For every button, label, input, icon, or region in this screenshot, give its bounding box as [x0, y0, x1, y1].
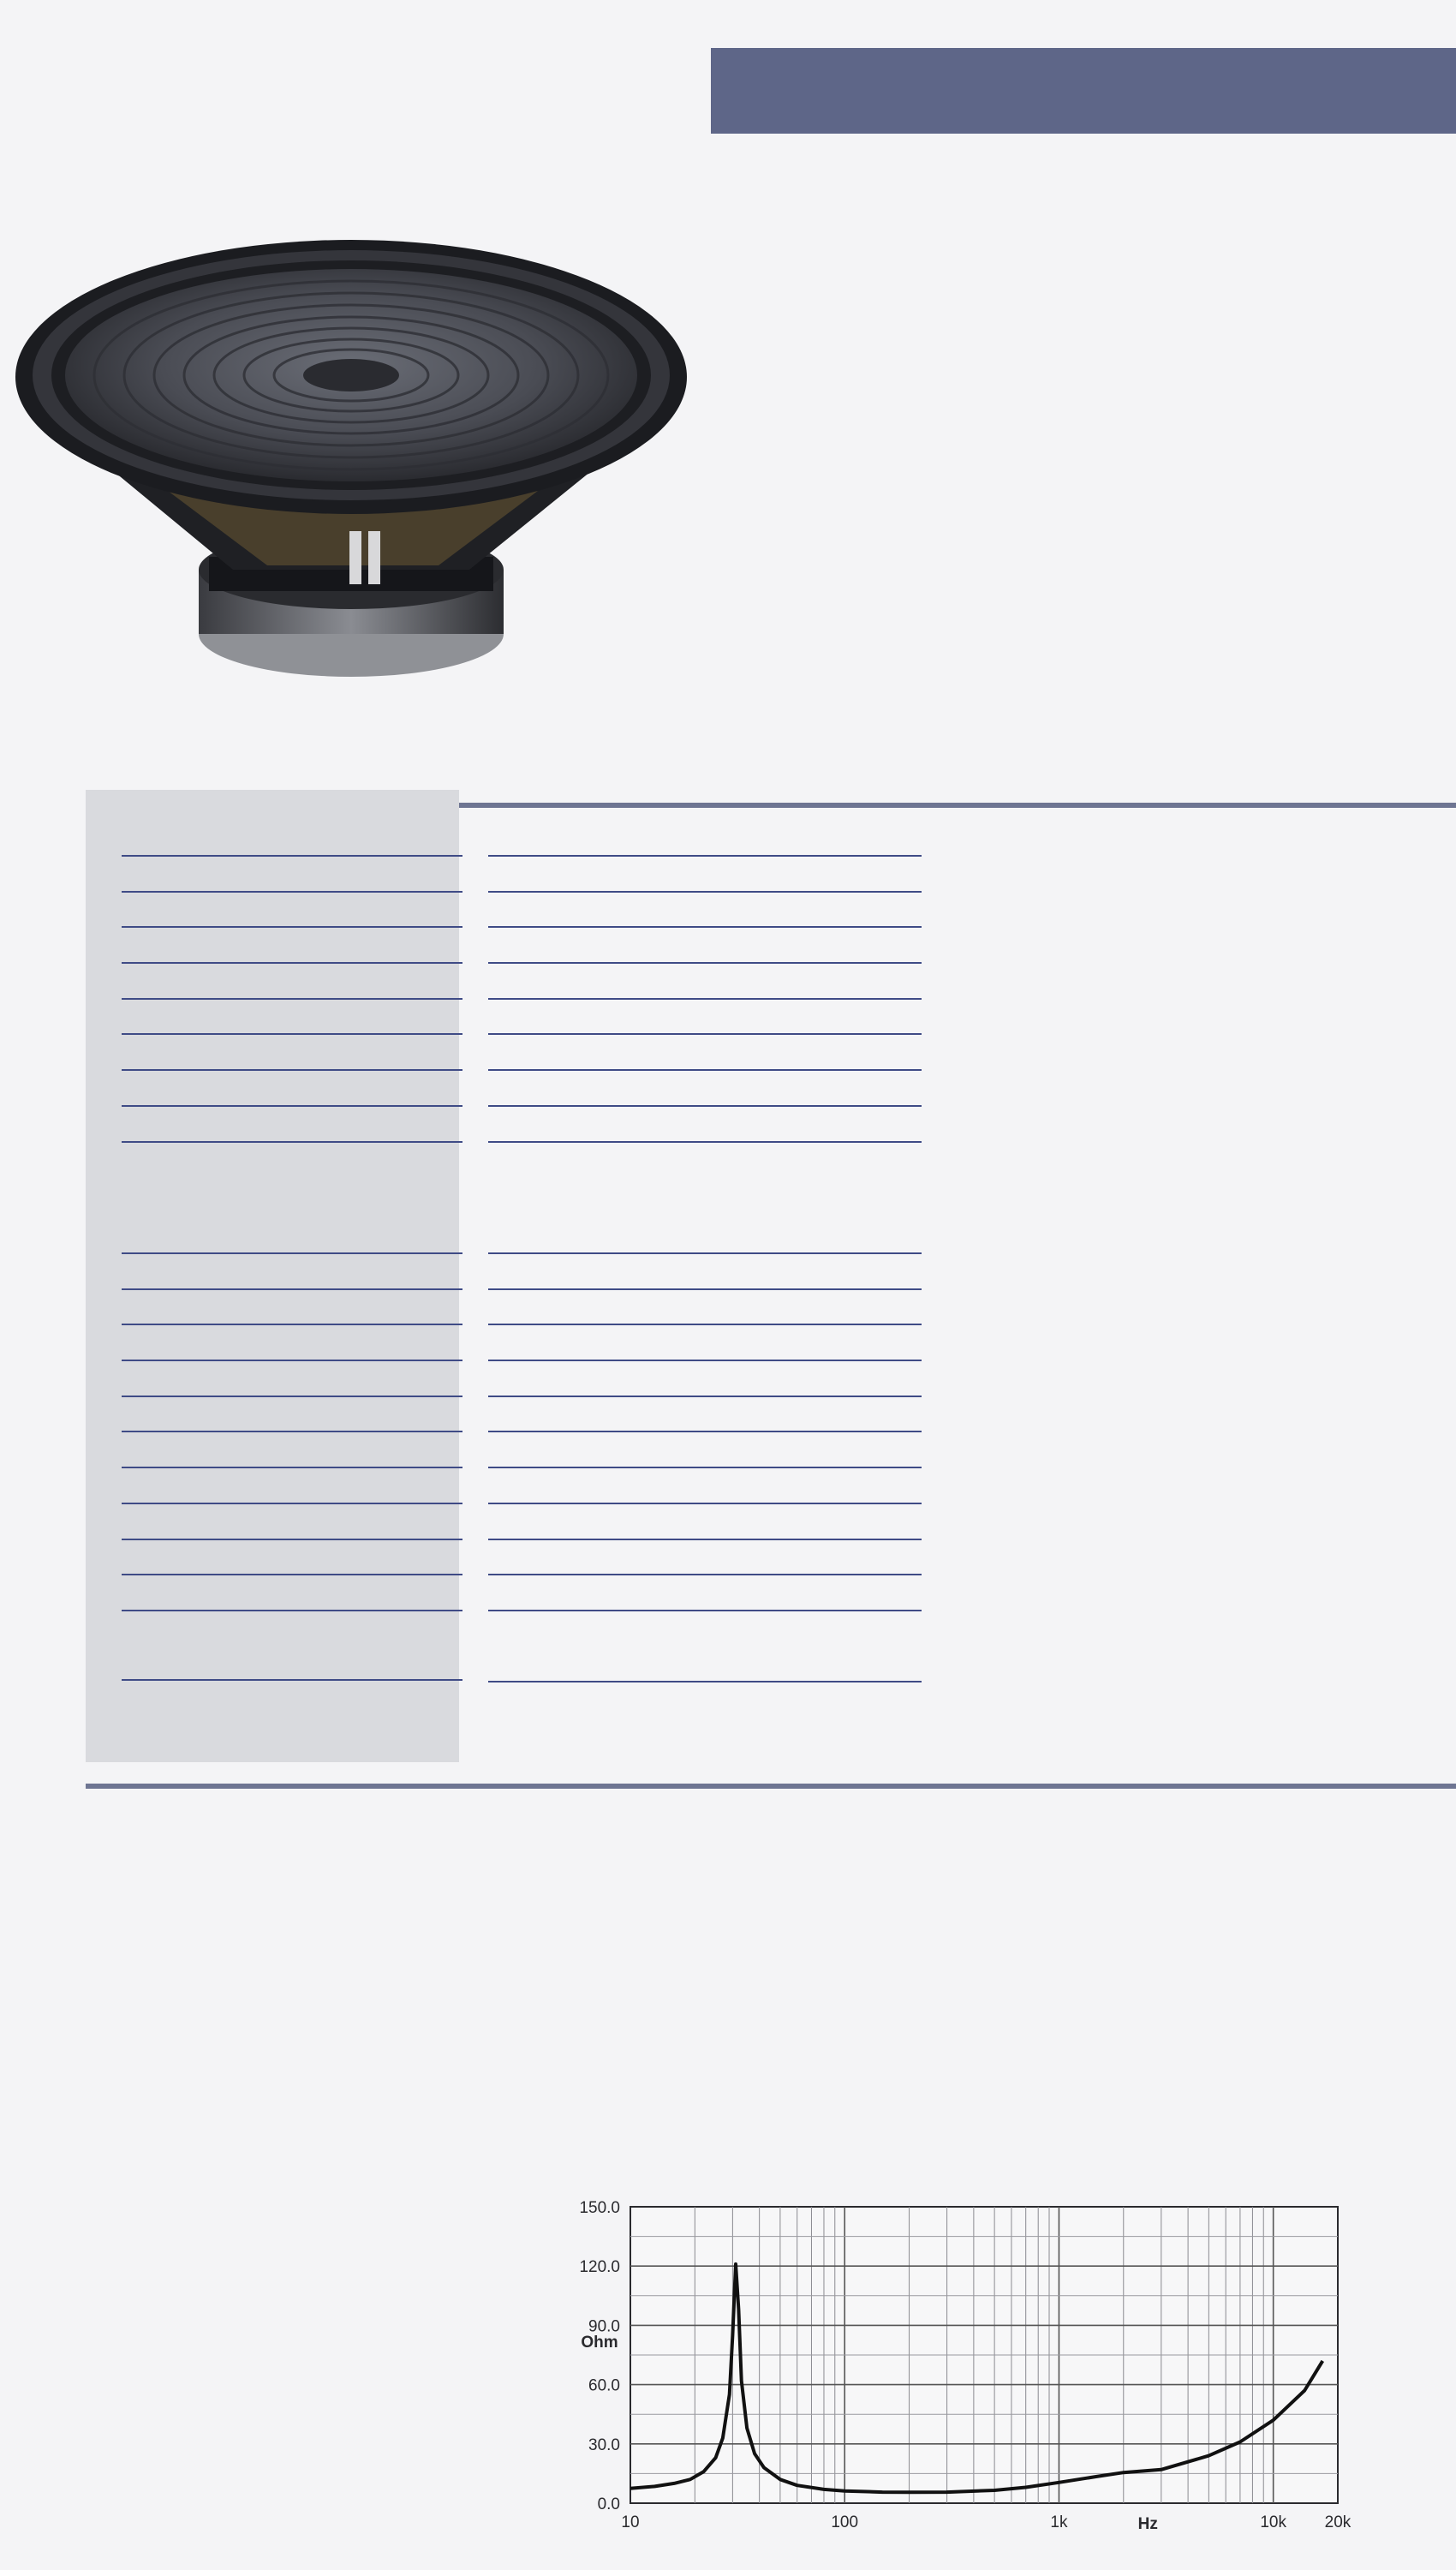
ts-alt [690, 1581, 922, 1611]
speaker-illustration [10, 231, 687, 694]
ts-alt [690, 1330, 922, 1361]
ts-alt [690, 1473, 922, 1504]
spec-alt [690, 1076, 922, 1107]
spec-value [488, 1040, 690, 1071]
ts-alt [690, 1259, 922, 1290]
y-tick-label: 0.0 [597, 2495, 620, 2513]
y-tick-label: 60.0 [588, 2376, 620, 2395]
ts-row [122, 1504, 922, 1540]
spec-alt [690, 826, 922, 857]
y-tick-label: 90.0 [588, 2317, 620, 2336]
thiele-small-table [122, 1218, 922, 1682]
ts-value [488, 1330, 690, 1361]
spec-value [488, 826, 690, 857]
general-specs-table [122, 821, 922, 1142]
y-tick-label: 30.0 [588, 2436, 620, 2454]
y-axis-label: Ohm [581, 2333, 618, 2352]
y-tick-label: 120.0 [579, 2258, 620, 2277]
spec-row [122, 1107, 922, 1143]
spec-value [488, 1004, 690, 1035]
spec-row [122, 1035, 922, 1071]
spec-value [488, 862, 690, 893]
ts-value [488, 1652, 922, 1682]
spec-alt [690, 1004, 922, 1035]
spec-alt [690, 1112, 922, 1143]
ts-value [488, 1402, 690, 1432]
spec-value [488, 933, 690, 964]
ts-row [122, 1432, 922, 1468]
footnotes [983, 1158, 1386, 1167]
ts-value [488, 1581, 690, 1611]
ts-row [122, 1289, 922, 1325]
ts-row [122, 1325, 922, 1361]
key-features-list [755, 236, 1451, 259]
ts-alt [690, 1223, 922, 1254]
spec-row [122, 1071, 922, 1107]
ts-row [122, 1647, 922, 1682]
ts-alt [690, 1402, 922, 1432]
ts-row [122, 1361, 922, 1397]
ts-alt [690, 1545, 922, 1575]
spec-row [122, 857, 922, 893]
ts-value [488, 1509, 690, 1540]
frequency-response-chart [548, 1816, 1370, 2176]
ts-alt [690, 1509, 922, 1540]
spec-value [488, 897, 690, 928]
ts-row [122, 1611, 922, 1647]
ts-value [488, 1259, 690, 1290]
ts-row [122, 1254, 922, 1290]
subtitle-banner [711, 48, 1456, 134]
spec-alt [690, 933, 922, 964]
spec-value [488, 969, 690, 1000]
spec-row [122, 892, 922, 928]
x-tick-label: 100 [831, 2513, 859, 2531]
ts-alt [690, 1294, 922, 1325]
spec-alt [690, 969, 922, 1000]
thiele-small-parameters [122, 1218, 922, 1682]
ts-row [122, 1396, 922, 1432]
ts-row [122, 1539, 922, 1575]
spec-alt [690, 1040, 922, 1071]
spec-row [122, 999, 922, 1035]
spec-value [488, 1076, 690, 1107]
ts-value [488, 1223, 690, 1254]
ts-row [122, 1218, 922, 1254]
ts-value [488, 1473, 690, 1504]
x-tick-label: 10 [621, 2513, 640, 2531]
y-tick-label: 150.0 [579, 2199, 620, 2217]
x-tick-label: 10k [1260, 2513, 1286, 2531]
ts-row [122, 1575, 922, 1611]
ts-alt [690, 1437, 922, 1468]
spec-row [122, 821, 922, 857]
spec-alt [690, 897, 922, 928]
x-tick-label: 1k [1050, 2513, 1068, 2531]
ts-value [488, 1294, 690, 1325]
x-axis-label: Hz [1137, 2515, 1158, 2533]
spec-value [488, 1112, 690, 1143]
x-tick-label: 20k [1324, 2513, 1352, 2531]
ts-row [122, 1468, 922, 1504]
impedance-chart [548, 2193, 1370, 2553]
graphs-divider [86, 1784, 1456, 1789]
ts-alt [690, 1366, 922, 1397]
ts-value [488, 1437, 690, 1468]
spec-row [122, 964, 922, 1000]
ts-value [488, 1366, 690, 1397]
ts-param [122, 1652, 462, 1681]
ts-param [122, 1617, 462, 1646]
spec-alt [690, 862, 922, 893]
spec-row [122, 928, 922, 964]
ts-value [488, 1545, 690, 1575]
general-specifications [122, 821, 922, 1142]
